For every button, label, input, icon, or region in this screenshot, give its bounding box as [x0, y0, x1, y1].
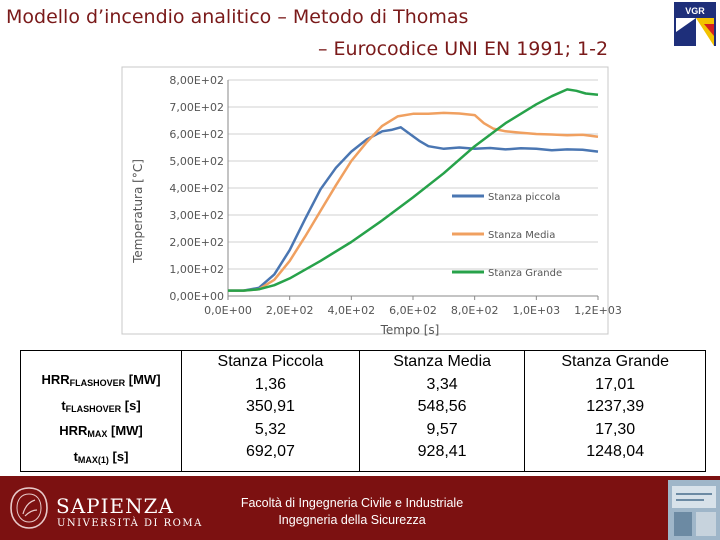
table-cell: 9,57 — [426, 420, 458, 438]
y-tick-label: 1,00E+02 — [169, 263, 224, 276]
table-cell: 548,56 — [417, 398, 467, 415]
column-header: Stanza Piccola — [217, 353, 324, 370]
table-cell: 1237,39 — [586, 398, 645, 415]
column-stanza-media — [359, 351, 524, 472]
legend-label: Stanza Grande — [488, 268, 563, 279]
legend-label: Stanza piccola — [488, 192, 561, 203]
row-labels — [21, 351, 182, 472]
row-label-hrr-max: $HRR_{MAX}$ [MW] — [59, 423, 143, 439]
y-axis-label: Temperatura [°C] — [131, 159, 145, 263]
university-seal-icon — [9, 486, 49, 530]
table-cell: 3,34 — [426, 375, 458, 393]
svg-text:VGR: VGR — [685, 6, 705, 16]
faculty-line1: Facoltà di Ingegneria Civile e Industriale — [240, 496, 464, 510]
footer-bar — [0, 476, 720, 540]
faculty-line2: Ingegneria della Sicurezza — [278, 513, 426, 527]
column-header: Stanza Grande — [561, 353, 669, 370]
row-label-t-flashover: $t_{FLASHOVER}$ [s] — [61, 397, 141, 414]
y-tick-label: 6,00E+02 — [169, 128, 224, 141]
x-tick-label: 1,0E+03 — [512, 304, 561, 317]
x-tick-label: 2,0E+02 — [265, 304, 314, 317]
y-tick-label: 5,00E+02 — [169, 155, 224, 168]
column-stanza-piccola — [182, 351, 360, 472]
vgr-logo — [674, 2, 716, 46]
x-tick-label: 4,0E+02 — [327, 304, 376, 317]
university-name: SAPIENZA — [56, 494, 174, 518]
university-subtitle: UNIVERSITÀ DI ROMA — [57, 518, 203, 529]
y-tick-label: 2,00E+02 — [169, 236, 224, 249]
y-tick-label: 3,00E+02 — [169, 209, 224, 222]
table-cell: 1,36 — [254, 375, 286, 393]
row-label-t-max: $t_{MAX(1)}$ [s] — [73, 448, 129, 465]
table-cell: 928,41 — [417, 443, 467, 460]
x-tick-label: 0,0E+00 — [204, 304, 252, 317]
x-axis-label: Tempo [s] — [380, 323, 440, 337]
faculty-text — [190, 495, 514, 529]
legend-label: Stanza Media — [488, 230, 556, 241]
column-header: Stanza Media — [393, 353, 492, 370]
x-tick-label: 1,2E+03 — [574, 304, 622, 317]
column-stanza-grande — [525, 351, 706, 472]
results-table — [20, 350, 706, 472]
x-tick-label: 8,0E+02 — [450, 304, 499, 317]
table-cell: 17,30 — [595, 420, 636, 438]
x-tick-label: 6,0E+02 — [389, 304, 437, 317]
slide-title-line2: – Eurocodice UNI EN 1991; 1-2 — [318, 38, 609, 60]
y-tick-label: 8,00E+02 — [169, 74, 224, 87]
y-tick-label: 0,00E+00 — [169, 290, 224, 303]
y-tick-label: 7,00E+02 — [169, 101, 224, 114]
table-cell: 1248,04 — [586, 443, 645, 460]
y-tick-label: 4,00E+02 — [169, 182, 224, 195]
table-cell: 692,07 — [245, 443, 295, 460]
corner-picture — [668, 480, 720, 540]
row-label-hrr-flashover: $HRR_{FLASHOVER}$ [MW] — [41, 372, 161, 388]
temperature-chart — [120, 66, 622, 337]
table-cell: 17,01 — [595, 375, 636, 393]
table-cell: 5,32 — [254, 420, 286, 438]
table-cell: 350,91 — [245, 398, 295, 415]
slide-title-line1: Modello d’incendio analitico – Metodo di Thomas — [6, 6, 469, 28]
